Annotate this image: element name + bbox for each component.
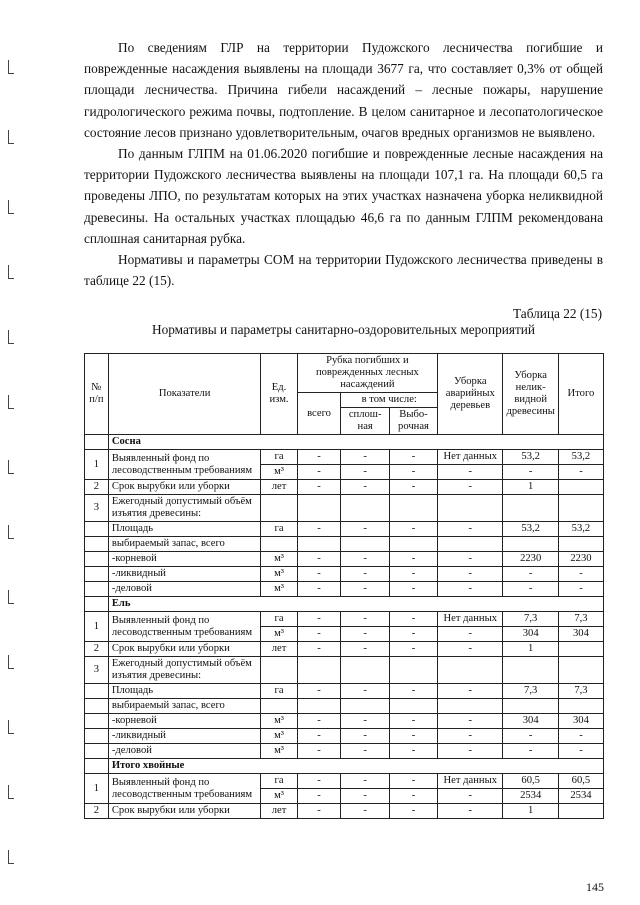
- row-value: -: [297, 612, 341, 627]
- row-value: -: [389, 450, 437, 465]
- row-value: -: [389, 552, 437, 567]
- row-indicator: Площадь: [108, 684, 261, 699]
- row-value: 304: [558, 627, 603, 642]
- row-number: [85, 744, 109, 759]
- row-value: 2534: [558, 789, 603, 804]
- row-value: -: [389, 612, 437, 627]
- row-value: -: [297, 522, 341, 537]
- row-value: [558, 537, 603, 552]
- row-value: -: [438, 582, 503, 597]
- row-value: -: [297, 642, 341, 657]
- row-number: 3: [85, 495, 109, 522]
- row-value: 304: [503, 627, 558, 642]
- paragraph-2: По данным ГЛПМ на 01.06.2020 погибшие и поврежденные лесные насаждения на территории Пудожского лесничества выявлены на площади 107,1 га. На площади 60,5 га проведены ЛПО, по результатам которых на этих участках назначена уборка неликвидной древесины. На остальных участках площадью 46,6 га по данным ГЛПМ рекомендована сплошная санитарная рубка.: [84, 146, 603, 246]
- row-value: -: [389, 804, 437, 819]
- row-value: -: [389, 582, 437, 597]
- row-value: -: [389, 774, 437, 789]
- row-value: Нет данных: [438, 450, 503, 465]
- row-unit: м³: [261, 465, 297, 480]
- row-unit: [261, 537, 297, 552]
- table-row: [85, 552, 604, 567]
- row-value: -: [341, 450, 389, 465]
- row-value: -: [438, 789, 503, 804]
- row-value: -: [503, 744, 558, 759]
- row-indicator: Срок вырубки или уборки: [108, 642, 261, 657]
- row-value: -: [558, 744, 603, 759]
- table-row: [85, 804, 604, 819]
- table-row: [85, 537, 604, 552]
- section-name: Итого хвойные: [108, 759, 603, 774]
- row-number: [85, 699, 109, 714]
- row-value: [341, 657, 389, 684]
- row-value: -: [297, 804, 341, 819]
- section-name: Ель: [108, 597, 603, 612]
- row-value: -: [297, 480, 341, 495]
- table-title: Нормативы и параметры санитарно-оздоровительных мероприятий: [151, 322, 535, 337]
- page-number: 145: [586, 880, 604, 894]
- table-row: [85, 774, 604, 789]
- row-unit: [261, 657, 297, 684]
- row-value: -: [297, 627, 341, 642]
- header-clear: сплош-ная: [341, 408, 389, 435]
- row-value: -: [558, 465, 603, 480]
- sanitary-measures-table: [84, 353, 604, 819]
- row-value: 2534: [503, 789, 558, 804]
- row-unit: лет: [261, 480, 297, 495]
- table-row: [85, 744, 604, 759]
- row-value: [389, 495, 437, 522]
- row-value: -: [297, 714, 341, 729]
- row-value: -: [438, 714, 503, 729]
- row-value: -: [341, 729, 389, 744]
- row-value: -: [389, 642, 437, 657]
- row-value: 304: [558, 714, 603, 729]
- row-value: -: [389, 789, 437, 804]
- row-value: -: [297, 774, 341, 789]
- header-num: № п/п: [85, 354, 109, 435]
- row-value: -: [438, 465, 503, 480]
- table-row: [85, 699, 604, 714]
- row-unit: м³: [261, 552, 297, 567]
- table-row: [85, 684, 604, 699]
- row-value: [558, 642, 603, 657]
- row-value: [558, 657, 603, 684]
- row-number: [85, 684, 109, 699]
- row-value: -: [389, 465, 437, 480]
- row-unit: [261, 495, 297, 522]
- row-indicator: Выявленный фонд по лесоводственным требованиям: [108, 774, 261, 804]
- row-number: [85, 552, 109, 567]
- row-value: -: [389, 744, 437, 759]
- row-value: -: [297, 567, 341, 582]
- header-nonliquid: Уборка нелик-видной древесины: [503, 354, 558, 435]
- table-row: [85, 450, 604, 465]
- table-row: [85, 567, 604, 582]
- row-value: -: [389, 480, 437, 495]
- paragraph-1: По сведениям ГЛР на территории Пудожского лесничества погибшие и поврежденные насаждения выявлены на площади 3677 га, что составляет 0,3% от общей площади лесничества. Причина гибели насаждений – лесные пожары, нарушение гидрологического режима почвы, подтопление. В целом санитарное и лесопатологическое состояние лесов признано удовлетворительным, очагов вредных организмов не выявлено.: [84, 40, 603, 140]
- row-unit: га: [261, 450, 297, 465]
- table-row: [85, 714, 604, 729]
- row-value: -: [297, 744, 341, 759]
- row-value: -: [438, 744, 503, 759]
- row-value: -: [503, 567, 558, 582]
- row-value: -: [503, 729, 558, 744]
- row-value: 1: [503, 804, 558, 819]
- row-value: -: [438, 552, 503, 567]
- row-value: -: [389, 627, 437, 642]
- row-value: [438, 537, 503, 552]
- header-indicator: Показатели: [108, 354, 261, 435]
- row-indicator: Площадь: [108, 522, 261, 537]
- row-value: -: [297, 729, 341, 744]
- row-unit: м³: [261, 627, 297, 642]
- row-value: -: [341, 522, 389, 537]
- row-indicator: выбираемый запас, всего: [108, 537, 261, 552]
- row-value: -: [297, 582, 341, 597]
- row-value: -: [341, 744, 389, 759]
- row-value: -: [503, 582, 558, 597]
- row-number: 1: [85, 612, 109, 642]
- row-value: [297, 657, 341, 684]
- row-value: [558, 699, 603, 714]
- row-value: [297, 495, 341, 522]
- row-value: -: [438, 627, 503, 642]
- row-value: -: [558, 729, 603, 744]
- row-value: -: [297, 789, 341, 804]
- binding-marks: [0, 0, 22, 905]
- row-value: -: [503, 465, 558, 480]
- section-name: Сосна: [108, 435, 603, 450]
- row-value: 53,2: [558, 522, 603, 537]
- row-indicator: -деловой: [108, 582, 261, 597]
- section-row: [85, 597, 604, 612]
- table-row: [85, 729, 604, 744]
- row-unit: га: [261, 684, 297, 699]
- row-value: -: [389, 567, 437, 582]
- row-value: [558, 804, 603, 819]
- row-value: -: [297, 450, 341, 465]
- row-value: [297, 537, 341, 552]
- row-value: -: [438, 729, 503, 744]
- row-value: -: [341, 552, 389, 567]
- header-unit: Ед. изм.: [261, 354, 297, 435]
- row-value: -: [558, 567, 603, 582]
- row-value: -: [438, 480, 503, 495]
- row-value: -: [341, 627, 389, 642]
- row-value: 7,3: [558, 684, 603, 699]
- row-value: [341, 699, 389, 714]
- header-including: в том числе:: [341, 393, 438, 408]
- row-value: -: [341, 684, 389, 699]
- table-row: [85, 657, 604, 684]
- row-value: [503, 699, 558, 714]
- row-number: [85, 537, 109, 552]
- row-unit: [261, 699, 297, 714]
- section-num-cell: [85, 759, 109, 774]
- row-indicator: -деловой: [108, 744, 261, 759]
- row-value: -: [389, 684, 437, 699]
- paragraph-3: Нормативы и параметры СОМ на территории Пудожского лесничества приведены в таблице 22 (15).: [84, 252, 603, 289]
- row-value: -: [297, 684, 341, 699]
- header-selective: Выбо-рочная: [389, 408, 437, 435]
- row-value: -: [438, 642, 503, 657]
- row-indicator: -корневой: [108, 714, 261, 729]
- row-value: [389, 657, 437, 684]
- row-value: 2230: [503, 552, 558, 567]
- row-number: [85, 729, 109, 744]
- section-num-cell: [85, 435, 109, 450]
- table-row: [85, 480, 604, 495]
- row-value: 60,5: [503, 774, 558, 789]
- row-value: [297, 699, 341, 714]
- row-unit: лет: [261, 642, 297, 657]
- row-number: 3: [85, 657, 109, 684]
- row-value: [503, 495, 558, 522]
- row-unit: м³: [261, 729, 297, 744]
- body-text: [84, 37, 603, 291]
- row-value: -: [297, 552, 341, 567]
- row-value: -: [558, 582, 603, 597]
- row-value: -: [341, 789, 389, 804]
- row-value: [503, 537, 558, 552]
- row-value: -: [389, 714, 437, 729]
- header-felling: Рубка погибших и поврежденных лесных насаждений: [297, 354, 437, 393]
- row-number: [85, 714, 109, 729]
- table-row: [85, 612, 604, 627]
- table-row: [85, 642, 604, 657]
- row-indicator: Ежегодный допустимый объём изъятия древесины:: [108, 657, 261, 684]
- row-number: [85, 582, 109, 597]
- row-number: 1: [85, 450, 109, 480]
- row-unit: га: [261, 522, 297, 537]
- row-value: -: [341, 714, 389, 729]
- table-number: Таблица 22 (15): [513, 306, 602, 321]
- section-row: [85, 435, 604, 450]
- row-value: -: [341, 567, 389, 582]
- row-unit: м³: [261, 789, 297, 804]
- row-indicator: Ежегодный допустимый объём изъятия древесины:: [108, 495, 261, 522]
- row-value: [503, 657, 558, 684]
- row-value: -: [341, 774, 389, 789]
- row-number: 2: [85, 804, 109, 819]
- table-row: [85, 495, 604, 522]
- row-value: 1: [503, 480, 558, 495]
- table-row: [85, 582, 604, 597]
- row-number: [85, 567, 109, 582]
- row-value: -: [341, 582, 389, 597]
- row-unit: га: [261, 612, 297, 627]
- row-number: [85, 522, 109, 537]
- header-emergency: Уборка аварийных деревьев: [438, 354, 503, 435]
- row-value: [341, 495, 389, 522]
- row-value: [558, 495, 603, 522]
- row-value: Нет данных: [438, 612, 503, 627]
- table-row: [85, 522, 604, 537]
- header-total-felling: всего: [297, 393, 341, 435]
- row-unit: га: [261, 774, 297, 789]
- row-value: 7,3: [503, 612, 558, 627]
- row-value: -: [341, 465, 389, 480]
- row-value: [389, 699, 437, 714]
- row-value: [558, 480, 603, 495]
- row-indicator: выбираемый запас, всего: [108, 699, 261, 714]
- row-value: 53,2: [503, 450, 558, 465]
- section-row: [85, 759, 604, 774]
- row-indicator: Выявленный фонд по лесоводственным требованиям: [108, 450, 261, 480]
- row-unit: м³: [261, 744, 297, 759]
- row-indicator: -ликвидный: [108, 567, 261, 582]
- row-value: 7,3: [558, 612, 603, 627]
- row-value: 53,2: [558, 450, 603, 465]
- row-indicator: Срок вырубки или уборки: [108, 804, 261, 819]
- row-value: 60,5: [558, 774, 603, 789]
- row-value: [438, 495, 503, 522]
- row-indicator: -корневой: [108, 552, 261, 567]
- row-value: -: [341, 612, 389, 627]
- row-value: 7,3: [503, 684, 558, 699]
- row-number: 2: [85, 642, 109, 657]
- header-total: Итого: [558, 354, 603, 435]
- section-num-cell: [85, 597, 109, 612]
- row-unit: лет: [261, 804, 297, 819]
- row-value: -: [341, 480, 389, 495]
- row-value: Нет данных: [438, 774, 503, 789]
- row-number: 2: [85, 480, 109, 495]
- row-value: 304: [503, 714, 558, 729]
- row-value: -: [341, 804, 389, 819]
- row-value: [389, 537, 437, 552]
- row-value: 53,2: [503, 522, 558, 537]
- row-unit: м³: [261, 582, 297, 597]
- row-value: -: [438, 804, 503, 819]
- row-indicator: Выявленный фонд по лесоводственным требованиям: [108, 612, 261, 642]
- row-value: 1: [503, 642, 558, 657]
- row-value: [438, 699, 503, 714]
- row-value: -: [297, 465, 341, 480]
- row-value: -: [438, 567, 503, 582]
- row-indicator: -ликвидный: [108, 729, 261, 744]
- row-value: [341, 537, 389, 552]
- row-value: 2230: [558, 552, 603, 567]
- row-value: -: [438, 684, 503, 699]
- row-indicator: Срок вырубки или уборки: [108, 480, 261, 495]
- row-value: [438, 657, 503, 684]
- row-unit: м³: [261, 714, 297, 729]
- row-number: 1: [85, 774, 109, 804]
- row-unit: м³: [261, 567, 297, 582]
- row-value: -: [341, 642, 389, 657]
- row-value: -: [389, 522, 437, 537]
- row-value: -: [438, 522, 503, 537]
- row-value: -: [389, 729, 437, 744]
